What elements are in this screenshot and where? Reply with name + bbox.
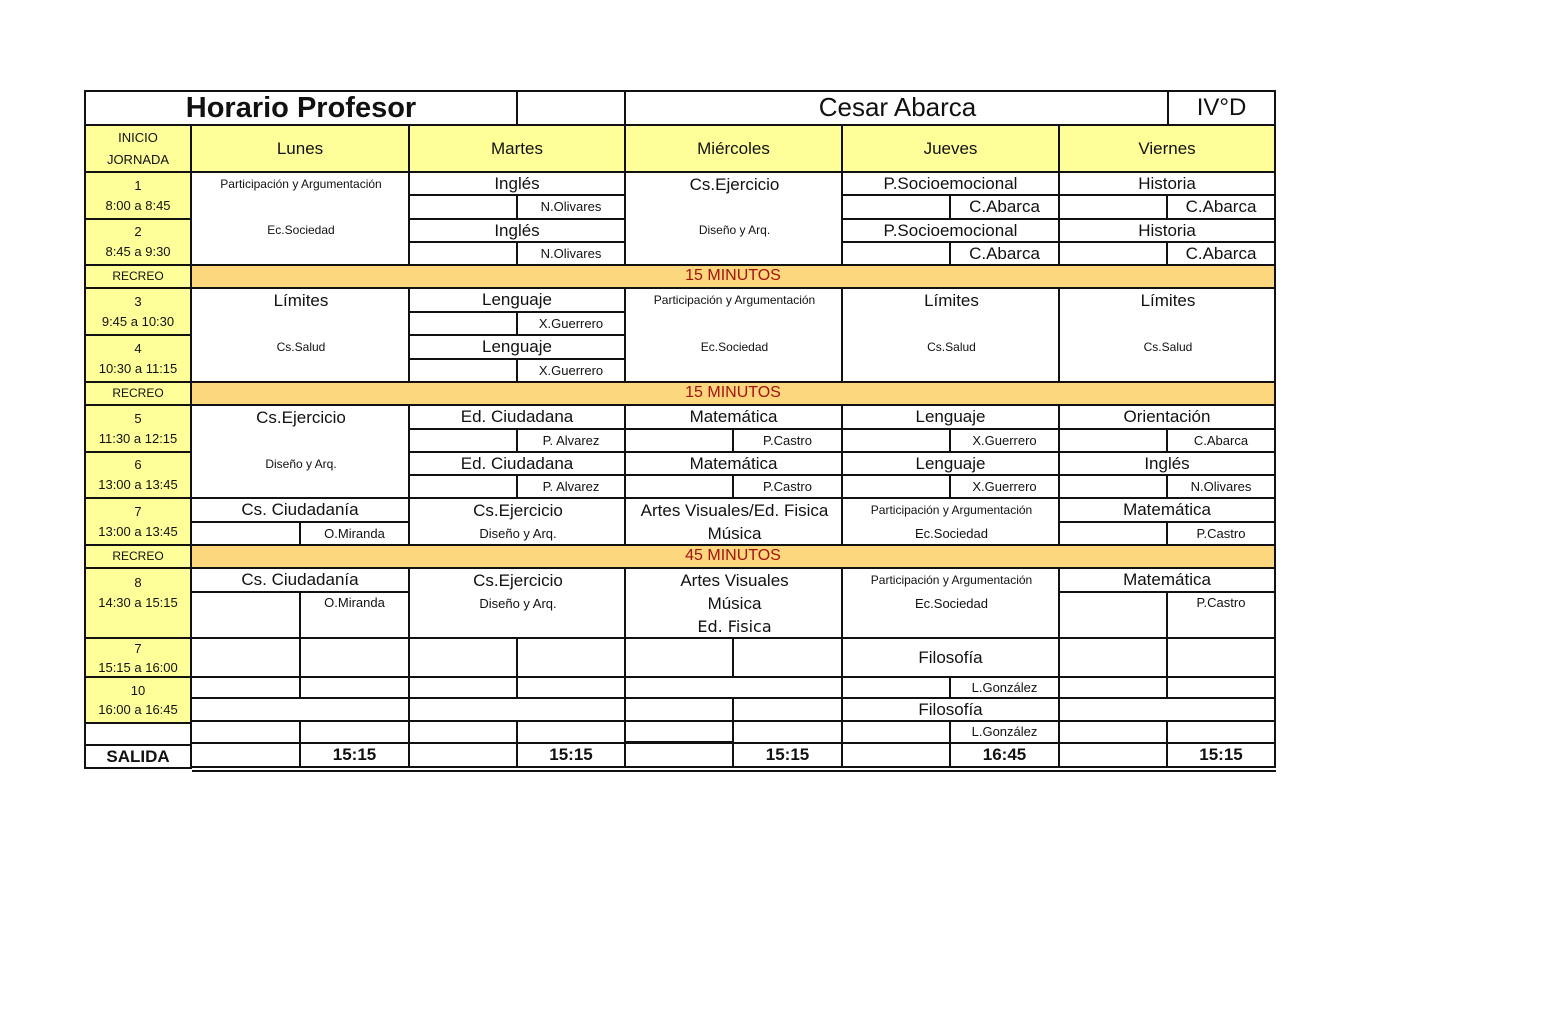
blank-cell <box>301 639 410 678</box>
period-9-label <box>84 639 192 678</box>
blank-label-cell <box>84 722 192 744</box>
blank-cell <box>626 678 843 699</box>
class-teacher: X.Guerrero <box>518 313 626 336</box>
period-number: 10 <box>130 683 146 698</box>
day-header-jueves: Jueves <box>843 126 1060 173</box>
class-subject: Lenguaje <box>410 289 626 313</box>
salida-time-miercoles: 15:15 <box>734 744 843 768</box>
class-teacher: P.Castro <box>1168 593 1276 639</box>
blank-cell <box>192 639 301 678</box>
class-room: Diseño y Arq. <box>479 596 557 612</box>
blank-cell <box>843 744 951 768</box>
blank-cell <box>1060 722 1168 744</box>
blank-cell <box>626 430 734 453</box>
blank-cell <box>192 722 301 744</box>
blank-cell <box>410 243 518 266</box>
class-subject: Inglés <box>410 220 626 243</box>
blank-cell <box>626 476 734 499</box>
blank-cell <box>410 744 518 768</box>
class-subject: Cs.Ejercicio <box>689 175 780 195</box>
period-3-label <box>84 289 192 336</box>
blank-cell <box>843 476 951 499</box>
class-subject: Inglés <box>410 173 626 196</box>
recreo-label: RECREO <box>84 546 192 569</box>
class-subject: Matemática <box>1060 499 1276 523</box>
blank-cell <box>843 430 951 453</box>
class-subject: Cs. Ciudadanía <box>192 569 410 593</box>
class-room: Cs.Salud <box>927 339 976 354</box>
class-teacher: C.Abarca <box>1168 196 1276 220</box>
class-room: Ec.Sociedad <box>915 596 988 612</box>
blank-cell <box>410 360 518 383</box>
blank-cell <box>843 196 951 220</box>
blank-cell <box>1060 699 1276 722</box>
class-teacher: P.Castro <box>1168 523 1276 546</box>
blank-cell <box>410 430 518 453</box>
class-teacher: N.Olivares <box>1168 476 1276 499</box>
class-teacher: X.Guerrero <box>951 430 1060 453</box>
blank-cell <box>1060 639 1168 678</box>
blank-cell <box>626 639 734 678</box>
period-number: 7 <box>134 640 142 656</box>
class-subject: P.Socioemocional <box>843 173 1060 196</box>
blank-cell <box>192 593 301 639</box>
class-subject: Límites <box>924 291 979 311</box>
class-room: Música <box>707 524 762 544</box>
period-time: 8:00 a 8:45 <box>105 197 171 213</box>
blank-cell <box>410 476 518 499</box>
class-subject: Cs.Ejercicio <box>473 571 563 591</box>
blank-cell <box>410 722 518 744</box>
class-teacher: C.Abarca <box>1168 243 1276 266</box>
blank-cell <box>734 639 843 678</box>
blank-cell <box>301 722 410 744</box>
blank-cell <box>734 722 843 744</box>
blank-cell <box>410 639 518 678</box>
blank-cell <box>518 639 626 678</box>
class-teacher: X.Guerrero <box>951 476 1060 499</box>
blank-cell <box>626 744 734 768</box>
class-subject: Lenguaje <box>410 336 626 360</box>
class-subject: Artes Visuales/Ed. Fisica <box>640 501 829 521</box>
class-teacher: X.Guerrero <box>518 360 626 383</box>
class-teacher: O.Miranda <box>301 593 410 639</box>
cell-rule <box>626 741 734 743</box>
blank-cell <box>843 243 951 266</box>
period-10-label <box>84 678 192 722</box>
class-teacher: N.Olivares <box>518 243 626 266</box>
day-header-lunes: Lunes <box>192 126 410 173</box>
period-time: 13:00 a 13:45 <box>98 477 178 492</box>
class-subject: Ed. Ciudadana <box>410 406 626 430</box>
period-2-label <box>84 220 192 266</box>
period-time: 9:45 a 10:30 <box>101 313 175 329</box>
period-number: 1 <box>134 177 142 193</box>
period-number: 7 <box>134 503 142 519</box>
salida-time-lunes: 15:15 <box>301 744 410 768</box>
blank-cell <box>1060 593 1168 639</box>
period-time: 14:30 a 15:15 <box>98 595 178 610</box>
recreo-label: RECREO <box>84 266 192 289</box>
class-room: Diseño y Arq. <box>479 526 557 542</box>
blank-cell <box>734 699 843 722</box>
class-subject: Matemática <box>1060 569 1276 593</box>
blank-cell <box>1168 639 1276 678</box>
period-number: 8 <box>134 575 142 590</box>
inicio-label: INICIO <box>118 129 158 145</box>
period-number: 3 <box>134 293 142 309</box>
class-subject: Matemática <box>626 453 843 476</box>
blank-cell <box>410 699 626 722</box>
class-room: Diseño y Arq. <box>265 456 337 471</box>
class-subject: Cs. Ciudadanía <box>192 499 410 523</box>
blank-cell <box>1060 476 1168 499</box>
recreo-label: RECREO <box>84 383 192 406</box>
class-subject: Filosofía <box>843 699 1060 722</box>
class-subject: Matemática <box>626 406 843 430</box>
period-time: 15:15 a 16:00 <box>98 659 178 675</box>
blank-cell <box>1060 523 1168 546</box>
blank-cell <box>410 196 518 220</box>
bottom-rule <box>192 770 1276 772</box>
period-8-label <box>84 569 192 639</box>
class-subject: Participación y Argumentación <box>870 502 1033 517</box>
blank-cell <box>1168 678 1276 699</box>
class-teacher: L.González <box>951 722 1060 744</box>
blank-cell <box>410 313 518 336</box>
period-time: 8:45 a 9:30 <box>105 244 171 259</box>
blank-cell <box>843 678 951 699</box>
period-time: 11:30 a 12:15 <box>98 430 178 446</box>
period-number: 5 <box>134 410 142 426</box>
blank-cell <box>192 699 410 722</box>
class-teacher: P. Alvarez <box>518 430 626 453</box>
class-room: Diseño y Arq. <box>698 222 771 237</box>
class-subject: Participación y Argumentación <box>870 572 1033 587</box>
class-room: Ec.Sociedad <box>700 339 769 354</box>
blank-cell <box>410 678 518 699</box>
salida-time-viernes: 15:15 <box>1168 744 1276 768</box>
class-subject: Ed. Ciudadana <box>410 453 626 476</box>
period-time: 10:30 a 11:15 <box>98 360 178 376</box>
class-room: Ec.Sociedad <box>267 222 335 237</box>
blank-cell <box>301 678 410 699</box>
teacher-name: Cesar Abarca <box>626 90 1169 126</box>
class-subject: Límites <box>1140 291 1196 311</box>
class-subject: Historia <box>1060 220 1276 243</box>
blank-cell <box>1168 722 1276 744</box>
class-teacher: P. Alvarez <box>518 476 626 499</box>
class-subject: Participación y Argumentación <box>653 292 816 307</box>
class-subject: Cs.Ejercicio <box>473 501 563 521</box>
class-subject: Cs.Ejercicio <box>256 408 346 428</box>
class-teacher: C.Abarca <box>951 243 1060 266</box>
class-subject: Lenguaje <box>843 453 1060 476</box>
class-subject: Filosofía <box>843 639 1060 678</box>
period-time: 16:00 a 16:45 <box>98 702 178 717</box>
class-teacher: N.Olivares <box>518 196 626 220</box>
period-6-label <box>84 453 192 499</box>
class-subject-2: Música <box>707 594 762 614</box>
salida-time-jueves: 16:45 <box>951 744 1060 768</box>
class-subject: Límites <box>273 291 329 311</box>
period-1-label <box>84 173 192 220</box>
blank-cell <box>1060 196 1168 220</box>
class-teacher: P.Castro <box>734 430 843 453</box>
class-teacher: C.Abarca <box>951 196 1060 220</box>
day-header-viernes: Viernes <box>1060 126 1276 173</box>
break-bar-2: 15 MINUTOS <box>192 383 1276 406</box>
class-subject: Historia <box>1060 173 1276 196</box>
class-subject: Artes Visuales <box>680 571 789 591</box>
blank-cell <box>192 678 301 699</box>
jornada-label: JORNADA <box>106 151 170 167</box>
break-bar-3: 45 MINUTOS <box>192 546 1276 569</box>
blank-cell <box>1060 430 1168 453</box>
period-number: 2 <box>134 224 142 239</box>
course-label: IV°D <box>1167 90 1276 126</box>
class-room: Cs.Salud <box>276 339 326 354</box>
class-subject: P.Socioemocional <box>843 220 1060 243</box>
blank-cell <box>518 722 626 744</box>
salida-label: SALIDA <box>84 744 192 769</box>
blank-cell <box>192 744 301 768</box>
class-room: Ec.Sociedad <box>915 526 988 542</box>
class-room: Cs.Salud <box>1143 339 1193 354</box>
class-subject: Participación y Argumentación <box>220 176 382 191</box>
period-5-label <box>84 406 192 453</box>
blank-cell <box>518 678 626 699</box>
period-4-label <box>84 336 192 383</box>
class-subject: Lenguaje <box>843 406 1060 430</box>
day-header-miercoles: Miércoles <box>626 126 843 173</box>
class-teacher: C.Abarca <box>1168 430 1276 453</box>
class-subject: Orientación <box>1060 406 1276 430</box>
blank-cell <box>1060 243 1168 266</box>
title-blank-cell <box>518 90 626 126</box>
period-number: 4 <box>134 340 142 356</box>
blank-cell <box>1060 744 1168 768</box>
period-time: 13:00 a 13:45 <box>98 523 178 539</box>
inicio-jornada-header <box>84 126 192 173</box>
salida-time-martes: 15:15 <box>518 744 626 768</box>
break-bar-1: 15 MINUTOS <box>192 266 1276 289</box>
class-subject-3: Ed. Fisica <box>697 617 772 637</box>
class-teacher: L.González <box>951 678 1060 699</box>
blank-cell <box>626 699 734 722</box>
blank-cell <box>1060 678 1168 699</box>
period-number: 6 <box>134 457 142 472</box>
day-header-martes: Martes <box>410 126 626 173</box>
class-teacher: P.Castro <box>734 476 843 499</box>
blank-cell <box>192 523 301 546</box>
class-subject: Inglés <box>1060 453 1276 476</box>
blank-cell <box>843 722 951 744</box>
period-7-label <box>84 499 192 546</box>
class-teacher: O.Miranda <box>301 523 410 546</box>
schedule-title: Horario Profesor <box>84 90 518 126</box>
